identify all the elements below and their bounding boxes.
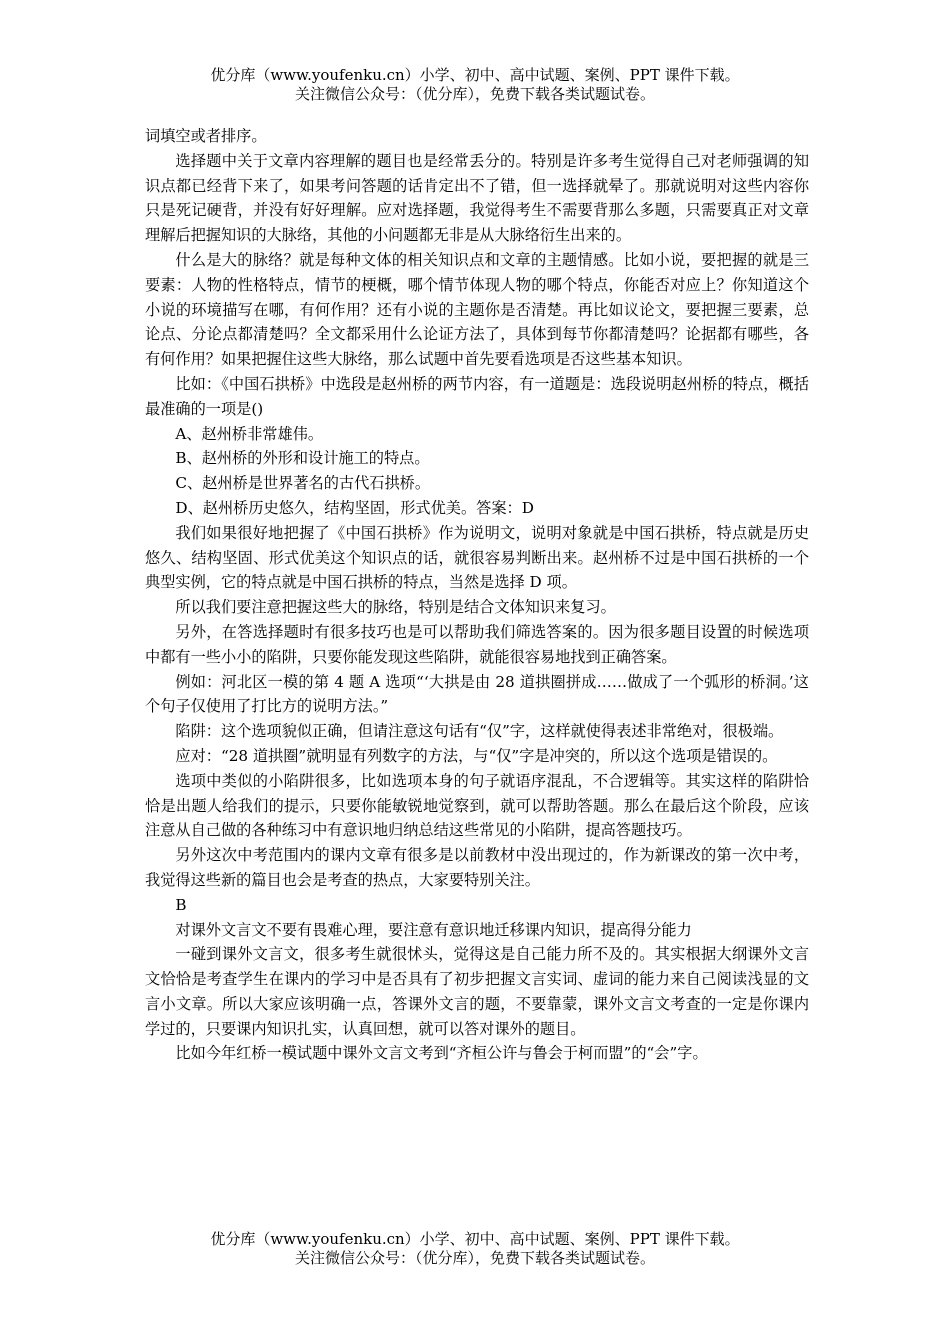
option-b: B、赵州桥的外形和设计施工的特点。 [175, 449, 430, 468]
page-header [0, 66, 950, 104]
option-a: A、赵州桥非常雄伟。 [175, 424, 324, 443]
paragraph: 另外这次中考范围内的课内文章有很多是以前教材中没出现过的，作为新课改的第一次中考，我觉得这些新的篇目也会是考查的热点，大家要特别关注。 [145, 846, 809, 889]
footer-line-2: 关注微信公众号：（优分库），免费下载各类试题试卷。 [294, 1249, 655, 1267]
paragraph-question: 比如：《中国石拱桥》中选段是赵州桥的两节内容，有一道题是：选段说明赵州桥的特点，概括最准确的一项是() [145, 374, 809, 418]
section-heading: 对课外文言文不要有畏难心理，要注意有意识地迁移课内知识，提高得分能力 [175, 920, 692, 939]
paragraph: 我们如果很好地把握了《中国石拱桥》作为说明文，说明对象就是中国石拱桥，特点就是历史悠久、结构坚固、形式优美这个知识点的话，就很容易判断出来。赵州桥不过是中国石拱桥的一个典型实例，它的特点就是中国石拱桥的特点，当然是选择 D 项。 [145, 523, 809, 592]
paragraph: 选择题中关于文章内容理解的题目也是经常丢分的。特别是许多考生觉得自己对老师强调的知识点都已经背下来了，如果考问答题的话肯定出不了错，但一选择就晕了。那就说明对这些内容你只是死记硬背，并没有好好理解。应对选择题，我觉得考生不需要背那么多题，只需要真正对文章理解后把握知识的大脉络，其他的小问题都无非是从大脉络衍生出来的。 [145, 151, 809, 245]
section-label: B [175, 895, 187, 914]
option-c: C、赵州桥是世界著名的古代石拱桥。 [175, 474, 431, 493]
header-line-2: 关注微信公众号：（优分库），免费下载各类试题试卷。 [294, 85, 655, 103]
paragraph: 一碰到课外文言文，很多考生就很怵头，觉得这是自己能力所不及的。其实根据大纲课外文言文恰恰是考查学生在课内的学习中是否具有了初步把握文言实词、虚词的能力来自己阅读浅显的文言小文章。所以大家应该明确一点，答课外文言的题，不要靠蒙，课外文言文考查的一定是你课内学过的，只要课内知识扎实，认真回想，就可以答对课外的题目。 [145, 945, 809, 1038]
paragraph: 什么是大的脉络？就是每种文体的相关知识点和文章的主题情感。比如小说，要把握的就是三要素：人物的性格特点，情节的梗概，哪个情节体现人物的哪个特点，你能否对应上？你知道这个小说的环境描写在哪，有何作用？还有小说的主题你是否清楚。再比如议论文，要把握三要素，总论点、分论点都清楚吗？全文都采用什么论证方法了，具体到每节你都清楚吗？论据都有哪些，各有何作用？如果把握住这些大脉络，那么试题中首先要看选项是否这些基本知识。 [145, 250, 809, 369]
option-d: D、赵州桥历史悠久，结构坚固，形式优美。答案：D [175, 498, 534, 517]
paragraph-example: 例如：河北区一模的第 4 题 A 选项“‘大拱是由 28 道拱圈拼成……做成了一个弧形的桥洞。’这个句子仅使用了打比方的说明方法。” [145, 672, 809, 716]
document-body [145, 124, 809, 1066]
footer-line-1: 优分库（www.youfenku.cn）小学、初中、高中试题、案例、PPT 课件下载。 [210, 1230, 740, 1248]
paragraph: 选项中类似的小陷阱很多，比如选项本身的句子就语序混乱，不合逻辑等。其实这样的陷阱恰恰是出题人给我们的提示，只要你能敏锐地觉察到，就可以帮助答题。那么在最后这个阶段，应该注意从自己做的各种练习中有意识地归纳总结这些常见的小陷阱，提高答题技巧。 [145, 771, 809, 840]
paragraph-continuation: 词填空或者排序。 [145, 127, 267, 145]
paragraph: 所以我们要注意把握这些大的脉络，特别是结合文体知识来复习。 [175, 598, 616, 617]
page-footer [0, 1230, 950, 1268]
header-line-1: 优分库（www.youfenku.cn）小学、初中、高中试题、案例、PPT 课件下载。 [210, 66, 740, 84]
paragraph-response: 应对：“28 道拱圈”就明显有列数字的方法，与“仅”字是冲突的，所以这个选项是错误的。 [175, 746, 778, 765]
paragraph: 比如今年红桥一模试题中课外文言文考到“齐桓公许与鲁会于柯而盟”的“会”字。 [175, 1044, 708, 1063]
paragraph-trap: 陷阱：这个选项貌似正确，但请注意这句话有“仅”字，这样就使得表述非常绝对，很极端。 [175, 722, 784, 741]
paragraph: 另外，在答选择题时有很多技巧也是可以帮助我们筛选答案的。因为很多题目设置的时候选项中都有一些小小的陷阱，只要你能发现这些陷阱，就能很容易地找到正确答案。 [145, 622, 809, 666]
